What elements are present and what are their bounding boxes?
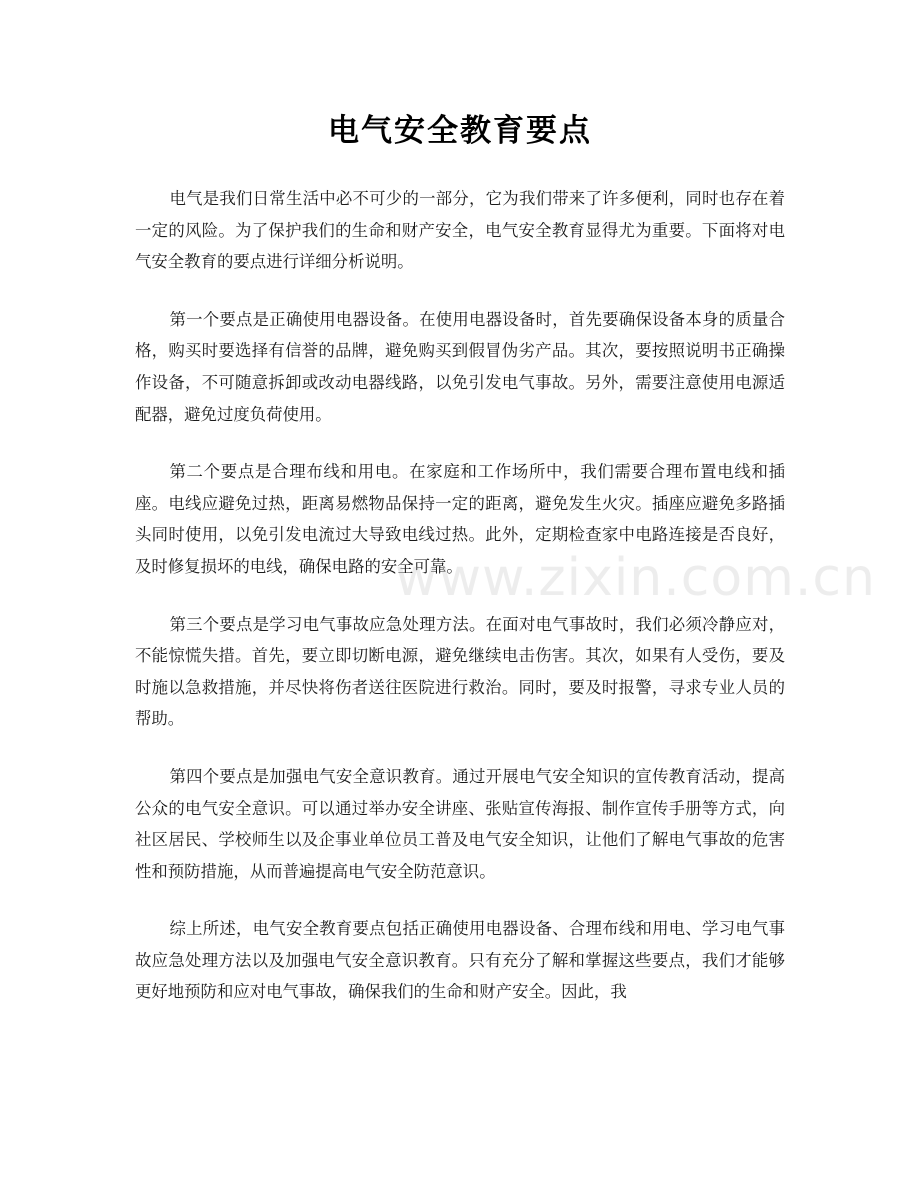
paragraph-point-3: 第三个要点是学习电气事故应急处理方法。在面对电气事故时，我们必须冷静应对，不能惊慌失措。首先，要立即切断电源，避免继续电击伤害。其次，如果有人受伤，要及时施以急救措施，并尽快将伤者送往医院进行救治。同时，要及时报警，寻求专业人员的帮助。: [135, 614, 785, 729]
document-body: [135, 183, 785, 1034]
document-title: 电气安全教育要点: [328, 113, 592, 149]
paragraph-point-4: 第四个要点是加强电气安全意识教育。通过开展电气安全知识的宣传教育活动，提高公众的电气安全意识。可以通过举办安全讲座、张贴宣传海报、制作宣传手册等方式，向社区居民、学校师生以及企事业单位员工普及电气安全知识，让他们了解电气事故的危害性和预防措施，从而普遍提高电气安全防范意识。: [135, 766, 785, 881]
paragraph-point-2: 第二个要点是合理布线和用电。在家庭和工作场所中，我们需要合理布置电线和插座。电线应避免过热，距离易燃物品保持一定的距离，避免发生火灾。插座应避免多路插头同时使用，以免引发电流过大导致电线过热。此外，定期检查家中电路连接是否良好，及时修复损坏的电线，确保电路的安全可靠。: [135, 462, 785, 576]
paragraph-intro: 电气是我们日常生活中必不可少的一部分，它为我们带来了许多便利，同时也存在着一定的风险。为了保护我们的生命和财产安全，电气安全教育显得尤为重要。下面将对电气安全教育的要点进行详细分析说明。: [135, 189, 785, 272]
paragraph-summary: 综上所述，电气安全教育要点包括正确使用电器设备、合理布线和用电、学习电气事故应急处理方法以及加强电气安全意识教育。只有充分了解和掌握这些要点，我们才能够更好地预防和应对电气事故，确保我们的生命和财产安全。因此，我: [135, 919, 785, 1002]
paragraph-point-1: 第一个要点是正确使用电器设备。在使用电器设备时，首先要确保设备本身的质量合格，购买时要选择有信誉的品牌，避免购买到假冒伪劣产品。其次，要按照说明书正确操作设备，不可随意拆卸或改动电器线路，以免引发电气事故。另外，需要注意使用电源适配器，避免过度负荷使用。: [135, 309, 785, 424]
watermark: www.zixin.com.cn: [395, 548, 876, 608]
